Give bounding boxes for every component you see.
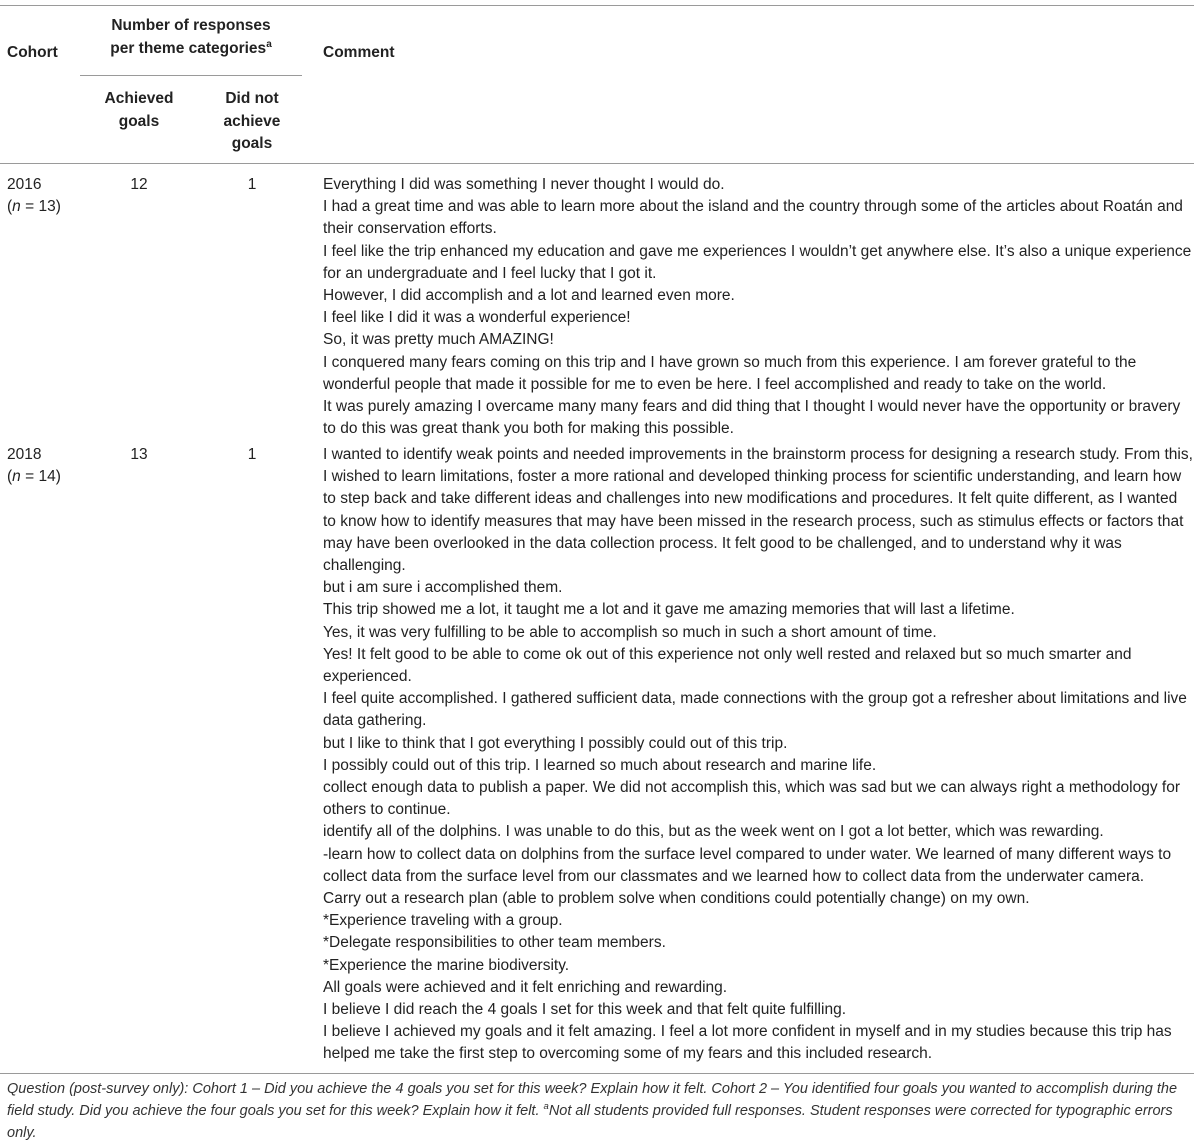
header-achieved-line1: Achieved (104, 90, 174, 107)
comment-line: Carry out a research plan (able to problem solve when conditions could potentially change) on my own. (323, 890, 1030, 908)
table-row-2016-did-not-achieve: 1 (247, 176, 257, 193)
table-row-2018-cohort (7, 444, 61, 488)
comment-line: I feel like I did it was a wonderful experience! (323, 309, 631, 327)
header-did-not-achieve-goals (202, 88, 302, 156)
comment-line: *Delegate responsibilities to other team members. (323, 934, 666, 952)
table-top-rule (0, 5, 1194, 6)
comment-line: Yes! It felt good to be able to come ok out of this experience not only well rested and relaxed but so much smarter and experienced. (323, 645, 1132, 686)
table-bottom-rule (0, 1073, 1194, 1074)
header-bottom-rule (0, 163, 1194, 164)
comment-line: It was purely amazing I overcame many many fears and did thing that I thought I would never have the opportunity or bravery to do this was great thank you both for making this possible. (323, 398, 1181, 438)
header-did-not-line1: Did not (225, 90, 279, 107)
comment-line: So, it was pretty much AMAZING! (323, 331, 554, 349)
comment-line: I had a great time and was able to learn more about the island and the country through some of the articles about Roatán and their conservation efforts. (323, 198, 1183, 238)
cohort-year: 2016 (7, 176, 42, 193)
cohort-n: (n = 14) (7, 468, 61, 486)
cohort-year: 2018 (7, 446, 42, 463)
cohort-n-label: n (12, 198, 21, 216)
footnote-marker: a (266, 38, 272, 50)
comment-line: -learn how to collect data on dolphins from the surface level compared to under water. We learned of many different ways to collect data from the surface level from our classmates and we learned how to collect data from the underwater camera. (323, 845, 1172, 885)
header-comment: Comment (323, 44, 395, 61)
comment-line: but I like to think that I got everything I possibly could out of this trip. (323, 734, 788, 752)
footnote-marker: a (543, 1101, 549, 1113)
comment-line: but i am sure i accomplished them. (323, 579, 563, 597)
comment-line: I feel quite accomplished. I gathered sufficient data, made connections with the group got a refresher about limitations and live data gathering. (323, 690, 1187, 730)
cohort-n-label: n (12, 468, 21, 486)
comment-line: I feel like the trip enhanced my education and gave me experiences I wouldn’t get anywhere else. It’s also a unique experience for an undergraduate and I feel lucky that I got it. (323, 242, 1192, 282)
cohort-n: (n = 13) (7, 198, 61, 216)
comment-line: Everything I did was something I never thought I would do. (323, 176, 725, 193)
header-number-of-responses (80, 15, 302, 60)
comment-line: *Experience traveling with a group. (323, 912, 563, 930)
cohort-n-value: = 14) (20, 468, 61, 486)
cohort-n-value: = 13) (20, 198, 61, 216)
header-did-not-line2: achieve (223, 112, 281, 130)
comment-line: I believe I achieved my goals and it felt amazing. I feel a lot more confident in myself and in my studies because this trip has helped me take the first step to overcoming some of my fears and this included research. (323, 1023, 1172, 1063)
comment-line: *Experience the marine biodiversity. (323, 956, 570, 974)
table-row-2018-did-not-achieve: 1 (247, 446, 257, 463)
table-row-2016-achieved: 12 (130, 176, 148, 193)
comment-line: I conquered many fears coming on this trip and I have grown so much from this experience. I am forever grateful to the wonderful people that made it possible for me to even be here. I feel accomplished and ready to take on the world. (323, 353, 1137, 393)
footnote-main: Question (post-survey only): Cohort 1 – Did you achieve the 4 goals you set for this week? Explain how it felt. Cohort 2 – You identified four goals you wanted to accomplish during the field study. Did you achieve the four goals you set for this week? Explain how it felt. (7, 1081, 1178, 1119)
comment-line: Yes, it was very fulfilling to be able to accomplish so much in such a short amount of time. (323, 623, 937, 641)
table-row-2018-achieved: 13 (130, 446, 148, 463)
table-row-2016-comments (323, 174, 1193, 440)
footnote-note: Not all students provided full responses. Student responses were corrected for typographic errors only. (7, 1103, 1173, 1141)
header-number-line2: per theme categories (110, 39, 267, 57)
comment-line: identify all of the dolphins. I was unable to do this, but as the week went on I got a lot better, which was rewarding. (323, 823, 1104, 841)
header-number-line1: Number of responses (111, 17, 271, 34)
comment-line: I wanted to identify weak points and needed improvements in the brainstorm process for designing a research study. From this, I wished to learn limitations, foster a more rational and developed thinking process for scientific understanding, and learn how to step back and take different ideas and challenges into new modifications and procedures. It felt quite different, as I wanted to know how to identify measures that may have been missed in the research process, such as stimulus effects or factors that may have been overlooked in the data collection process. It felt good to be challenged, and to understand why it was challenging. (323, 446, 1193, 575)
header-did-not-line3: goals (231, 135, 273, 152)
table-row-2018-comments (323, 444, 1193, 1066)
header-achieved-goals (80, 88, 198, 133)
comment-line: collect enough data to publish a paper. We did not accomplish this, which was sad but we can always right a methodology for others to continue. (323, 779, 1181, 819)
header-achieved-line2: goals (118, 112, 160, 130)
comment-line: I believe I did reach the 4 goals I set for this week and that felt quite fulfilling. (323, 1001, 846, 1019)
table-row-2016-cohort (7, 174, 61, 218)
header-cohort: Cohort (7, 44, 58, 61)
comment-line: This trip showed me a lot, it taught me a lot and it gave me amazing memories that will last a lifetime. (323, 601, 1015, 619)
comment-line: All goals were achieved and it felt enriching and rewarding. (323, 978, 728, 996)
table-footnote (7, 1078, 1193, 1144)
header-group-rule (80, 75, 302, 76)
comment-line: However, I did accomplish and a lot and learned even more. (323, 287, 735, 305)
comment-line: I possibly could out of this trip. I learned so much about research and marine life. (323, 756, 877, 774)
